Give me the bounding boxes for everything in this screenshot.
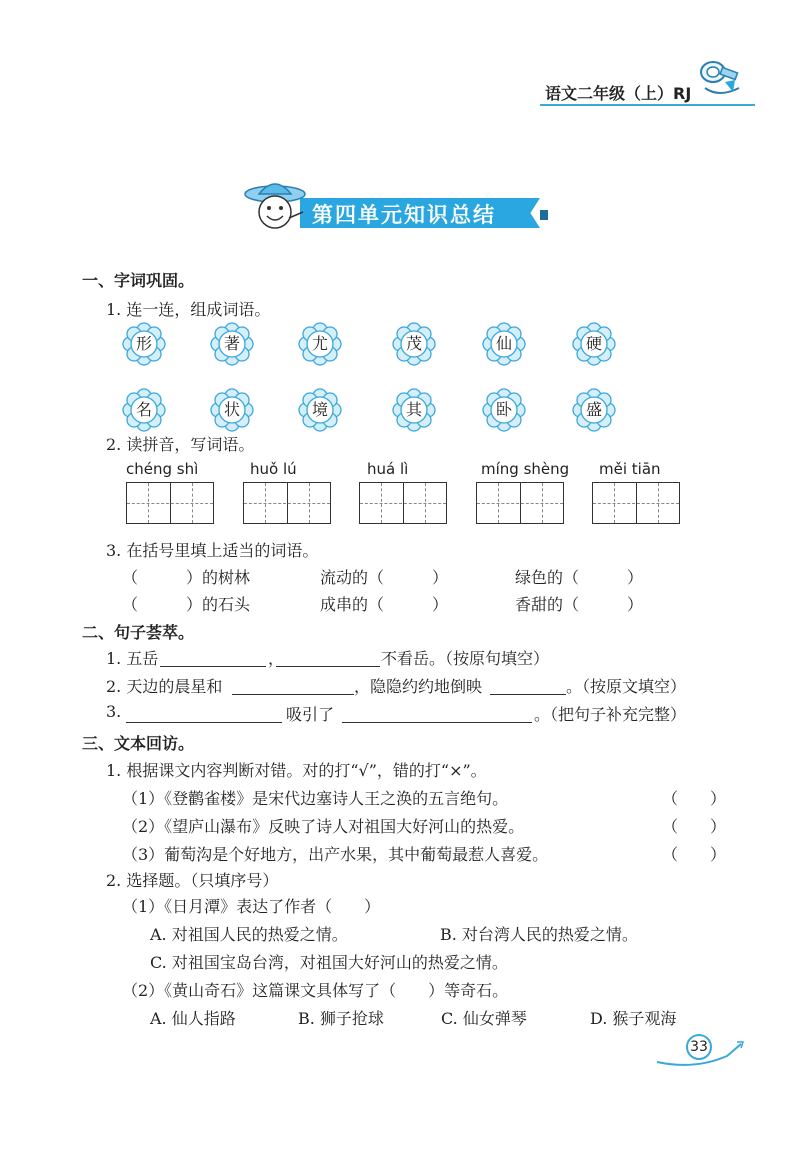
option-a[interactable]: A. 对祖国人民的热爱之情。: [150, 925, 348, 944]
pinyin-label: huǒ lú: [250, 460, 297, 478]
pinyin-label: huá lì: [367, 460, 409, 478]
judge-answer-paren[interactable]: （ ）: [662, 817, 727, 836]
flower-char-tile[interactable]: [298, 388, 342, 432]
flower-char: 盛: [585, 400, 602, 419]
option-b[interactable]: B. 狮子抢球: [298, 1009, 384, 1028]
pinyin-label: chéng shì: [126, 460, 199, 478]
judge-item: （2）《望庐山瀑布》反映了诗人对祖国大好河山的热爱。: [122, 817, 525, 836]
header-rule: [540, 104, 755, 106]
s2-line2-b: ，隐隐约约地倒映: [354, 677, 483, 696]
flower-char-tile[interactable]: [572, 388, 616, 432]
flower-char-tile[interactable]: [122, 388, 166, 432]
s2-line3-a: 3.: [106, 702, 122, 721]
flower-char: 尤: [311, 334, 328, 353]
flower-char-tile[interactable]: [122, 322, 166, 366]
fill-item[interactable]: 流动的（ ）: [320, 568, 449, 587]
q2-prompt: 2. 读拼音，写词语。: [106, 435, 255, 454]
flower-char-tile[interactable]: [298, 322, 342, 366]
s2-line2-c: 。（按原文填空）: [566, 677, 687, 696]
option-a[interactable]: A. 仙人指路: [150, 1009, 236, 1028]
choice-question-1: （1）《日月潭》表达了作者（ ）: [122, 897, 381, 916]
option-d[interactable]: D. 猴子观海: [590, 1009, 677, 1028]
flower-char: 著: [223, 334, 240, 353]
flower-char: 茂: [405, 334, 422, 353]
fill-item[interactable]: 香甜的（ ）: [515, 595, 644, 614]
flower-char-tile[interactable]: [482, 388, 526, 432]
section-1-title: 一、字词巩固。: [82, 271, 195, 290]
flower-char-tile[interactable]: [572, 322, 616, 366]
answer-blank[interactable]: [160, 648, 266, 667]
writing-grid[interactable]: [476, 482, 564, 524]
unit-title: 第四单元知识总结: [312, 203, 496, 227]
fill-item[interactable]: 绿色的（ ）: [515, 568, 644, 587]
choice-question-2: （2）《黄山奇石》这篇课文具体写了（ ）等奇石。: [122, 981, 509, 1000]
q3-prompt: 3. 在括号里填上适当的词语。: [106, 541, 319, 560]
s3-q2-prompt: 2. 选择题。（只填序号）: [106, 871, 279, 890]
answer-blank[interactable]: [232, 676, 354, 695]
flower-char: 仙: [495, 334, 512, 353]
flower-char-tile[interactable]: [210, 322, 254, 366]
writing-grid[interactable]: [359, 482, 447, 524]
fill-item[interactable]: （ ）的石头: [122, 595, 251, 614]
s2-line2-a: 2. 天边的晨星和: [106, 677, 223, 696]
page-number: 33: [686, 1034, 712, 1060]
judge-answer-paren[interactable]: （ ）: [662, 789, 727, 808]
pinyin-label: míng shèng: [481, 460, 570, 478]
writing-grid[interactable]: [126, 482, 214, 524]
banner-fold: [540, 210, 548, 220]
s2-line3-b: 吸引了: [286, 705, 335, 724]
fill-item[interactable]: （ ）的树林: [122, 568, 251, 587]
answer-blank[interactable]: [126, 704, 282, 723]
flower-char-tile[interactable]: [482, 322, 526, 366]
telescope-icon: [695, 58, 743, 98]
flower-char: 其: [405, 400, 422, 419]
s2-line1-c: 不看岳。（按原句填空）: [381, 649, 550, 668]
flower-char: 硬: [585, 334, 602, 353]
judge-item: （3）葡萄沟是个好地方，出产水果，其中葡萄最惹人喜爱。: [122, 845, 549, 864]
s3-q1-prompt: 1. 根据课文内容判断对错。对的打“√”，错的打“×”。: [106, 761, 487, 780]
answer-blank[interactable]: [342, 704, 532, 723]
flower-char-tile[interactable]: [392, 388, 436, 432]
fill-item[interactable]: 成串的（ ）: [320, 595, 449, 614]
s2-line1-a: 1. 五岳: [106, 649, 159, 668]
flower-char: 名: [135, 400, 152, 419]
writing-grid[interactable]: [592, 482, 680, 524]
flower-char: 境: [311, 400, 328, 419]
option-c[interactable]: C. 对祖国宝岛台湾，对祖国大好河山的热爱之情。: [150, 953, 508, 972]
flower-char-tile[interactable]: [210, 388, 254, 432]
section-2-title: 二、句子荟萃。: [82, 623, 195, 642]
answer-blank[interactable]: [490, 676, 566, 695]
section-3-title: 三、文本回访。: [82, 734, 195, 753]
writing-grid[interactable]: [243, 482, 331, 524]
flower-char: 卧: [495, 400, 512, 419]
judge-answer-paren[interactable]: （ ）: [662, 845, 727, 864]
judge-item: （1）《登鹳雀楼》是宋代边塞诗人王之涣的五言绝句。: [122, 789, 509, 808]
flower-char: 状: [223, 400, 240, 419]
q1-prompt: 1. 连一连，组成词语。: [106, 300, 271, 319]
option-b[interactable]: B. 对台湾人民的热爱之情。: [440, 925, 638, 944]
flower-char-tile[interactable]: [392, 322, 436, 366]
s2-line1-b: ，: [268, 649, 285, 668]
mascot-boy-hat-icon: [243, 178, 309, 236]
pinyin-label: měi tiān: [599, 460, 661, 478]
option-c[interactable]: C. 仙女弹琴: [441, 1009, 527, 1028]
flower-char: 形: [135, 334, 152, 353]
book-title: 语文二年级（上）RJ: [545, 84, 692, 103]
answer-blank[interactable]: [276, 648, 380, 667]
s2-line3-c: 。（把句子补充完整）: [534, 705, 687, 724]
